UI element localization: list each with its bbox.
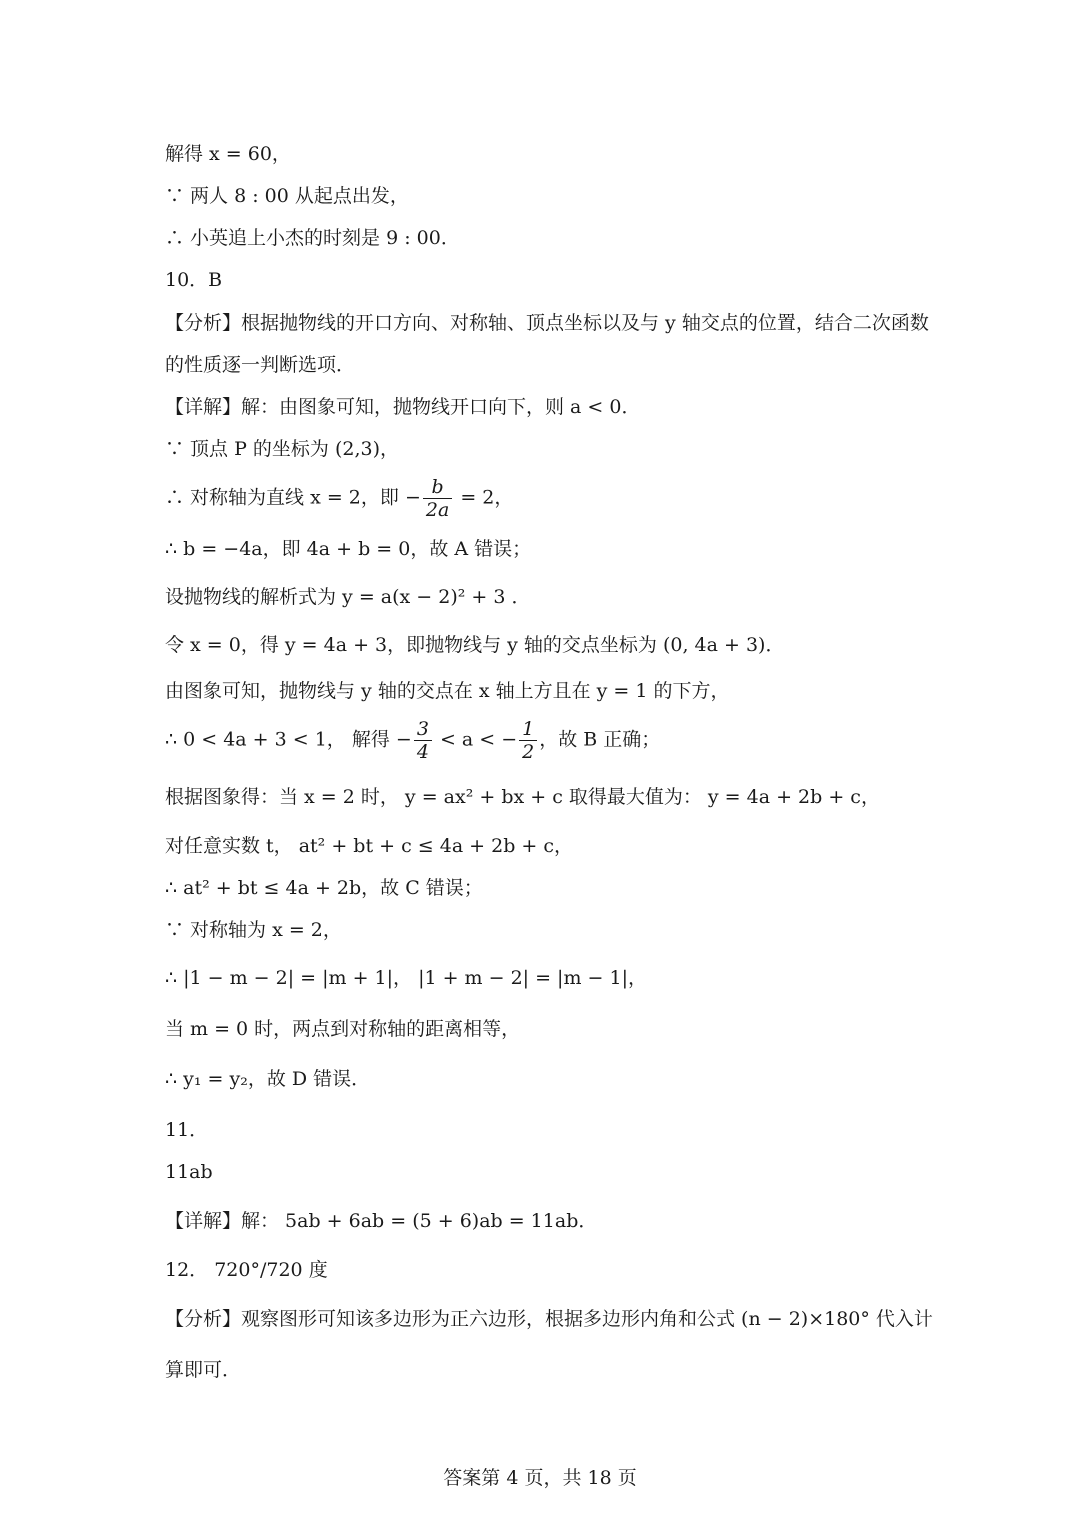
- analysis-line-2: 的性质逐一判断选项．: [165, 354, 356, 376]
- text-line-3: ∴ 小英追上小杰的时刻是 9 : 00．: [165, 227, 460, 249]
- text-line-12: 令 x = 0，得 y = 4a + 3，即抛物线与 y 轴的交点坐标为 (0, 4a + 3)．: [165, 634, 785, 656]
- axis-frac-suffix: = 2，: [454, 486, 514, 509]
- text-line-16: 对任意实数 t， at² + bt + c ≤ 4a + 2b + c，: [165, 835, 574, 857]
- axis-line-text: ∴ 对称轴为直线 x = 2，即: [165, 486, 399, 509]
- fraction-numerator: 3: [414, 718, 432, 741]
- inequality-middle: < a < −: [433, 728, 518, 751]
- axis-line: [165, 476, 513, 521]
- text-line-10: ∴ b = −4a，即 4a + b = 0，故 A 错误；: [165, 538, 532, 560]
- inequality-line: [165, 718, 660, 763]
- page-footer: 答案第 4 页，共 18 页: [443, 1467, 637, 1489]
- text-line-13: 由图象可知，抛物线与 y 轴的交点在 x 轴上方且在 y = 1 的下方，: [165, 680, 730, 702]
- text-line-17: ∴ at² + bt ≤ 4a + 2b，故 C 错误；: [165, 877, 483, 899]
- question-10-answer: 10．B: [165, 269, 223, 291]
- fraction-numerator: 1: [519, 718, 537, 741]
- fraction-3-over-4: [414, 718, 432, 763]
- text-line-2: ∵ 两人 8 : 00 从起点出发，: [165, 185, 409, 207]
- analysis-12-line-2: 算即可．: [165, 1359, 242, 1381]
- fraction-denominator: 4: [416, 741, 429, 763]
- question-11-number: 11．: [165, 1119, 209, 1141]
- question-12-answer: 12． 720°/720 度: [165, 1259, 328, 1281]
- text-line-1: 解得 x = 60，: [165, 143, 291, 165]
- axis-frac-prefix: −: [404, 486, 421, 509]
- fraction-b-over-2a: [423, 476, 452, 521]
- inequality-line-text: ∴ 0 < 4a + 3 < 1， 解得: [165, 728, 390, 751]
- fraction-numerator: b: [423, 476, 452, 499]
- question-11-answer: 11ab: [165, 1161, 213, 1183]
- analysis-line-1: 【分析】根据抛物线的开口方向、对称轴、顶点坐标以及与 y 轴交点的位置，结合二次函数: [165, 312, 929, 334]
- text-line-11: 设抛物线的解析式为 y = a(x − 2)² + 3 ．: [165, 586, 531, 608]
- vertex-line: ∵ 顶点 P 的坐标为 (2,3)，: [165, 438, 399, 460]
- text-line-20: 当 m = 0 时，两点到对称轴的距离相等，: [165, 1018, 521, 1040]
- text-line-19: ∴ |1 − m − 2| = |m + 1|， |1 + m − 2| = |m − 1|，: [165, 967, 647, 989]
- text-line-18: ∵ 对称轴为 x = 2，: [165, 919, 342, 941]
- inequality-prefix: −: [395, 728, 412, 751]
- fraction-1-over-2: [519, 718, 537, 763]
- fraction-denominator: 2a: [425, 499, 450, 521]
- detail-line-1: 【详解】解：由图象可知，抛物线开口向下，则 a < 0．: [165, 396, 641, 418]
- text-line-21: ∴ y₁ = y₂，故 D 错误．: [165, 1068, 371, 1090]
- inequality-suffix: ，故 B 正确；: [539, 728, 661, 751]
- analysis-12-line-1: 【分析】观察图形可知该多边形为正六边形，根据多边形内角和公式 (n − 2)×180° 代入计: [165, 1308, 933, 1330]
- text-line-24: 【详解】解： 5ab + 6ab = (5 + 6)ab = 11ab．: [165, 1210, 598, 1232]
- text-line-15: 根据图象得：当 x = 2 时， y = ax² + bx + c 取得最大值为： y = 4a + 2b + c，: [165, 786, 880, 808]
- fraction-denominator: 2: [522, 741, 535, 763]
